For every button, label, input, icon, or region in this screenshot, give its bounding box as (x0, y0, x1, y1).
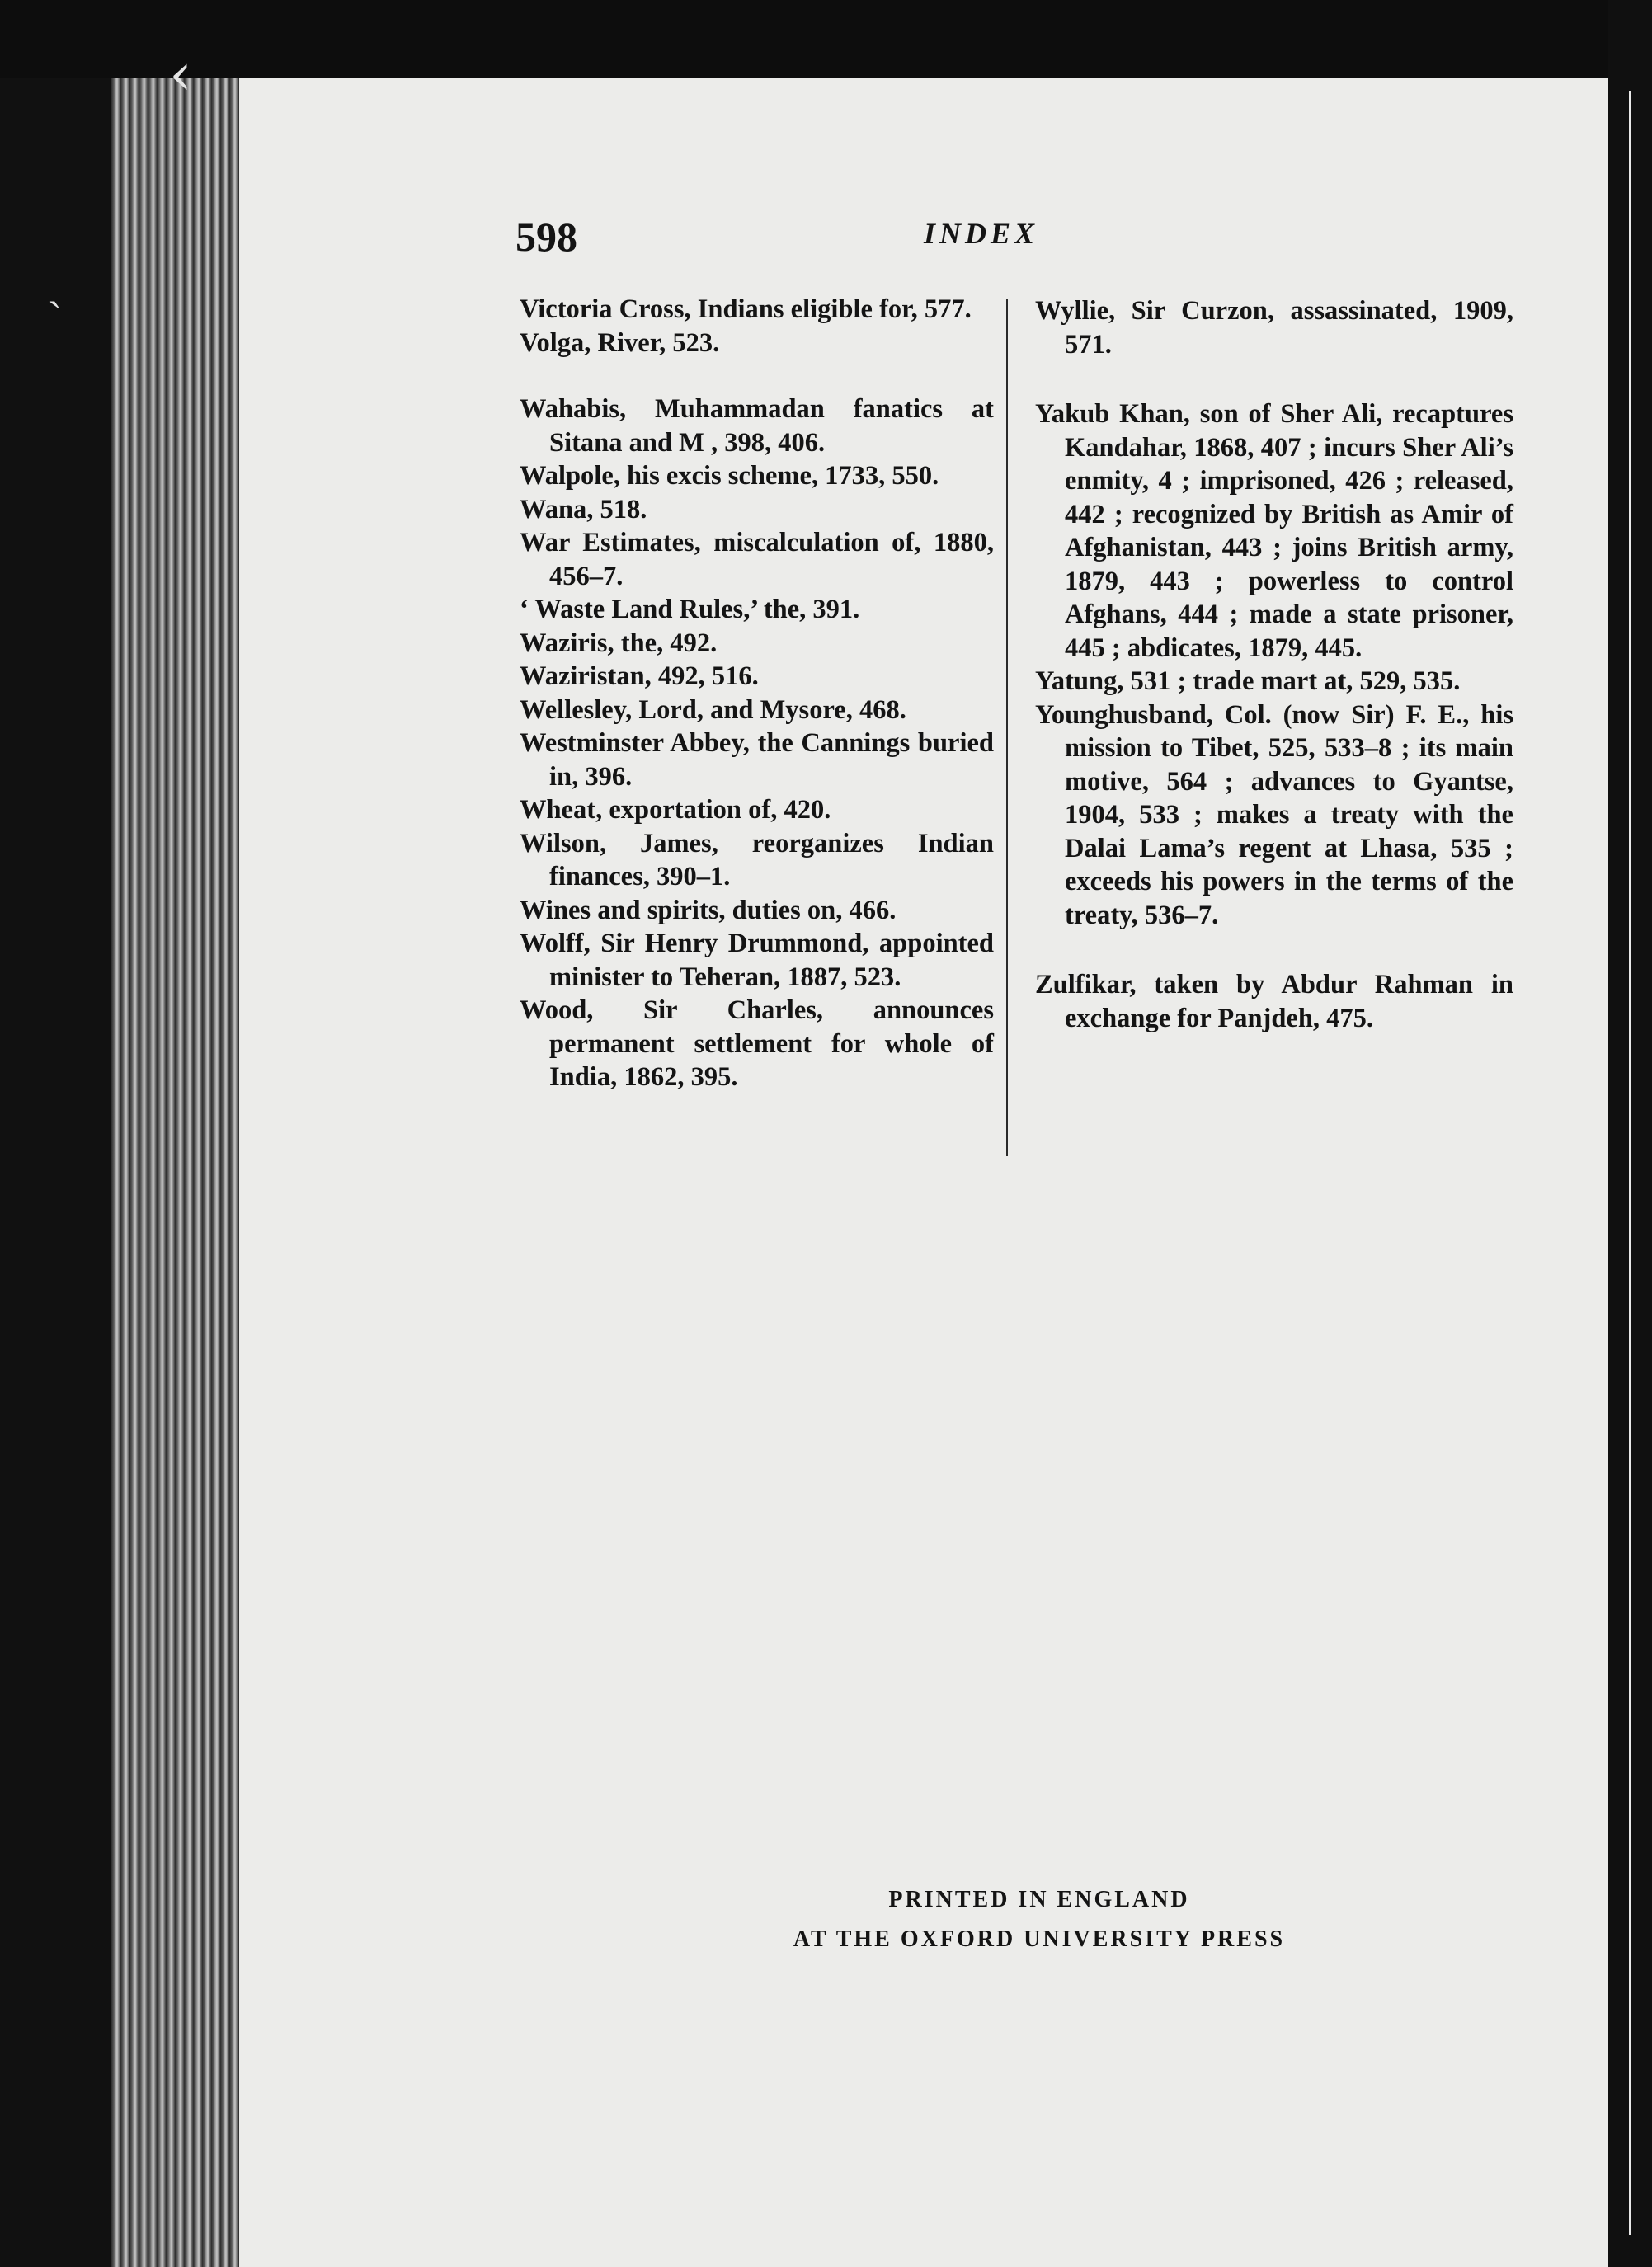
page-number: 598 (515, 214, 577, 260)
index-entry: Wolff, Sir Henry Drummond, appointed minister to Teheran, 1887, 523. (520, 929, 994, 992)
index-entry: Wana, 518. (520, 494, 647, 524)
index-entry: War Estimates, miscalculation of, 1880, 456–7. (520, 528, 994, 591)
pencil-mark-icon: ‹ (169, 40, 192, 108)
letter-group-gap (1035, 361, 1513, 397)
index-entry: Wahabis, Muhammadan fanatics at Sitana and M , 398, 406. (520, 394, 994, 458)
index-entry: Walpole, his excis scheme, 1733, 550. (520, 461, 939, 491)
index-entry: Waziristan, 492, 516. (520, 661, 759, 691)
index-column-right (1035, 294, 1513, 1035)
index-entry: Wyllie, Sir Curzon, assassinated, 1909, 571. (1035, 296, 1513, 360)
index-entry: Wood, Sir Charles, announces permanent settlement for whole of India, 1862, 395. (520, 995, 994, 1092)
colophon-line: AT THE OXFORD UNIVERSITY PRESS (793, 1926, 1286, 1952)
index-entry: ‘ Waste Land Rules,’ the, 391. (520, 595, 860, 624)
index-entry: Wheat, exportation of, 420. (520, 795, 831, 825)
column-divider (1006, 299, 1008, 1156)
index-entry: Volga, River, 523. (520, 327, 720, 358)
index-entry: Waziris, the, 492. (520, 628, 718, 658)
index-entry: Wines and spirits, duties on, 466. (520, 895, 897, 925)
letter-group-gap (1035, 932, 1513, 968)
book-page-edge (111, 78, 239, 2267)
colophon-line: PRINTED IN ENGLAND (888, 1887, 1190, 1912)
index-entry: Yakub Khan, son of Sher Ali, recaptures Kandahar, 1868, 407 ; incurs Sher Ali’s enmity, 4 ; imprisoned, 426 ; released, 442 ; recognized by British as Amir of Afghanistan, 443 ; joins British army, 1879, 443 ; powerless to control Afghans, 444 ; made a state prisoner, 445 ; abdicates, 1879, 445. (1035, 399, 1513, 663)
index-column-left (520, 293, 994, 1094)
index-entry: Yatung, 531 ; trade mart at, 529, 535. (1035, 666, 1461, 696)
facing-page-edge (1629, 91, 1631, 2235)
letter-group-gap (520, 360, 994, 393)
index-entry: Westminster Abbey, the Cannings buried in, 396. (520, 728, 994, 792)
pencil-tick-icon: ˎ (48, 261, 62, 308)
index-entry: Wilson, James, reorganizes Indian finances, 390–1. (520, 828, 994, 891)
index-entry: Wellesley, Lord, and Mysore, 468. (520, 694, 906, 725)
running-head: INDEX (924, 217, 1039, 250)
index-entry: Younghusband, Col. (now Sir) F. E., his mission to Tibet, 525, 533–8 ; its main motive, 564 ; advances to Gyantse, 1904, 533 ; makes a treaty with the Dalai Lama’s regent at Lhasa, 535 ; exceeds his powers in the terms of the treaty, 536–7. (1035, 699, 1513, 930)
scan-border (0, 0, 1652, 78)
index-entry: Zulfikar, taken by Abdur Rahman in exchange for Panjdeh, 475. (1035, 970, 1513, 1033)
index-entry: Victoria Cross, Indians eligible for, 577. (520, 294, 972, 324)
